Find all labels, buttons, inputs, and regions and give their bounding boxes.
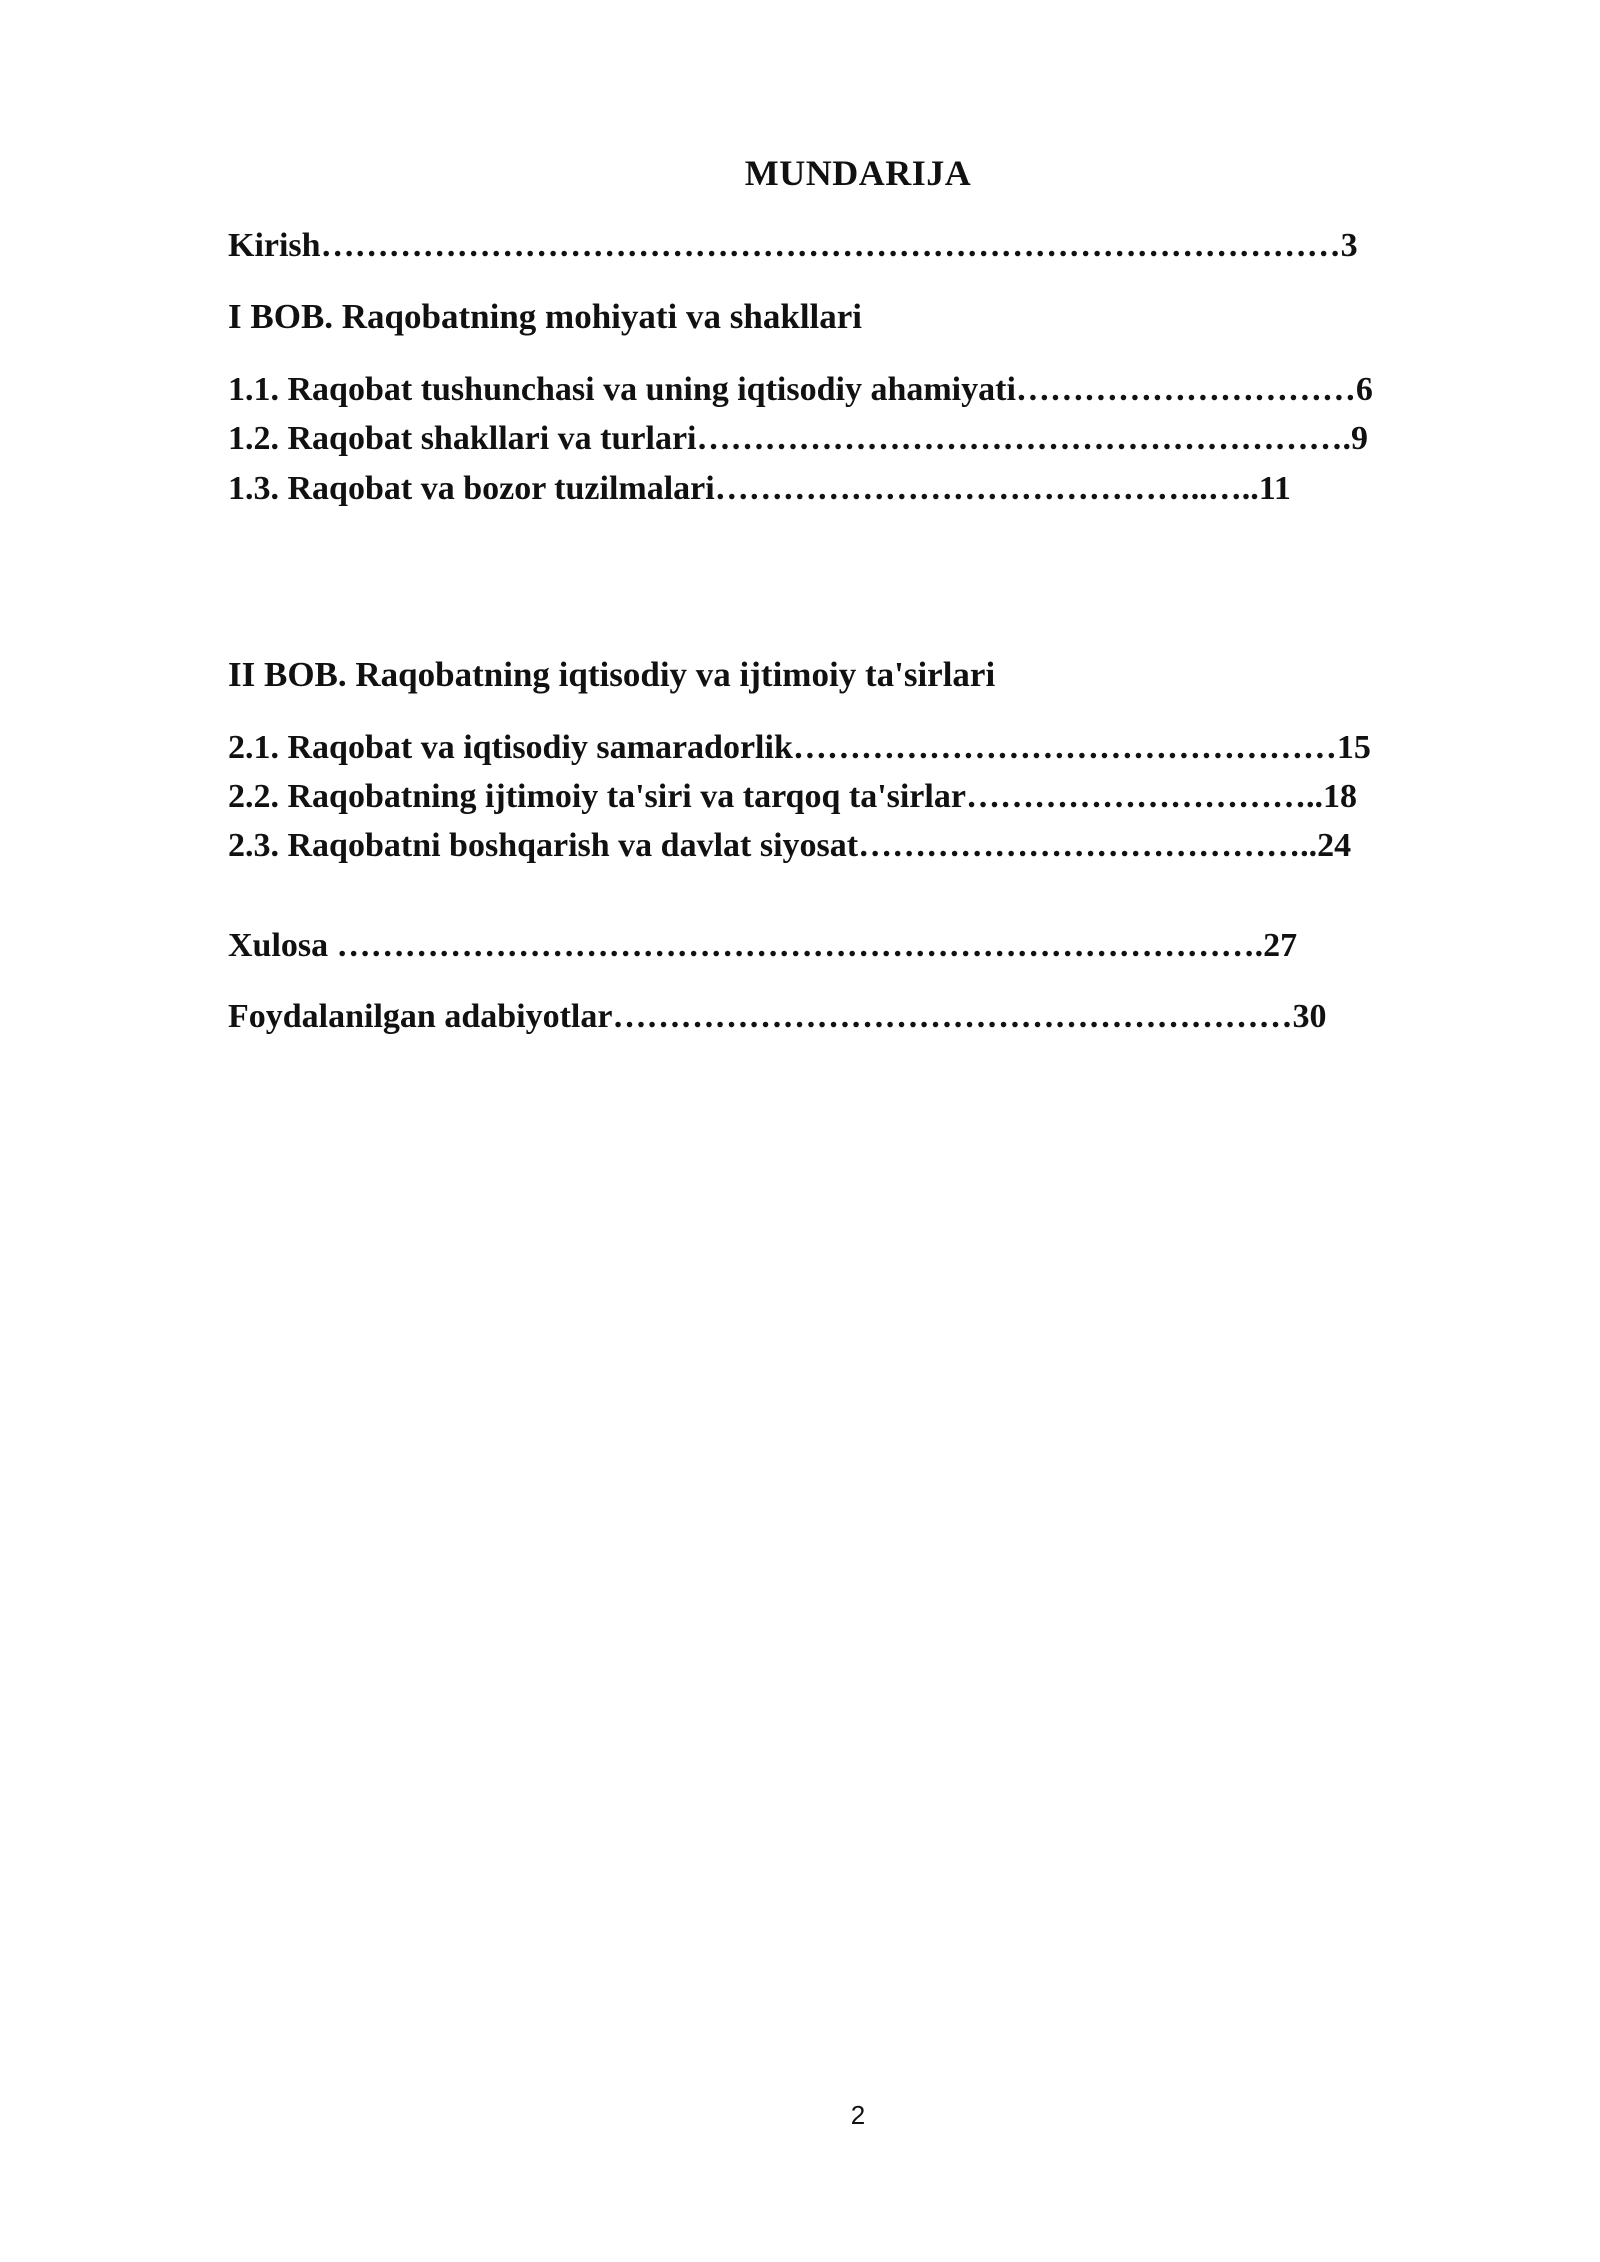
- toc-entry-1-1: 1.1. Raqobat tushunchasi va uning iqtisodiy ahamiyati…………………………6: [228, 371, 1373, 408]
- toc-entry-2-1: 2.1. Raqobat va iqtisodiy samaradorlik…………………………………………15: [228, 729, 1371, 766]
- page-number: 2: [850, 2100, 866, 2130]
- toc-chapter-2: II BOB. Raqobatning iqtisodiy va ijtimoiy ta'sirlari: [228, 655, 996, 694]
- toc-entry-1-2: 1.2. Raqobat shakllari va turlari………………………………………………….9: [228, 420, 1368, 457]
- toc-entry-2-3: 2.3. Raqobatni boshqarish va davlat siyosat…………………………………..24: [228, 827, 1352, 864]
- toc-entry-intro: Kirish………………………………………………………………………………3: [228, 227, 1358, 264]
- document-title: MUNDARIJA: [744, 153, 972, 193]
- toc-entry-conclusion: Xulosa ……………………………………………………………………….27: [228, 927, 1298, 964]
- toc-entry-references: Foydalanilgan adabiyotlar……………………………………………………30: [228, 998, 1327, 1035]
- toc-entry-1-3: 1.3. Raqobat va bozor tuzilmalari……………………………………..…..11: [228, 470, 1291, 507]
- toc-entry-2-2: 2.2. Raqobatning ijtimoiy ta'siri va tarqoq ta'sirlar…………………………..18: [228, 778, 1357, 815]
- toc-chapter-1: I BOB. Raqobatning mohiyati va shakllari: [228, 297, 863, 336]
